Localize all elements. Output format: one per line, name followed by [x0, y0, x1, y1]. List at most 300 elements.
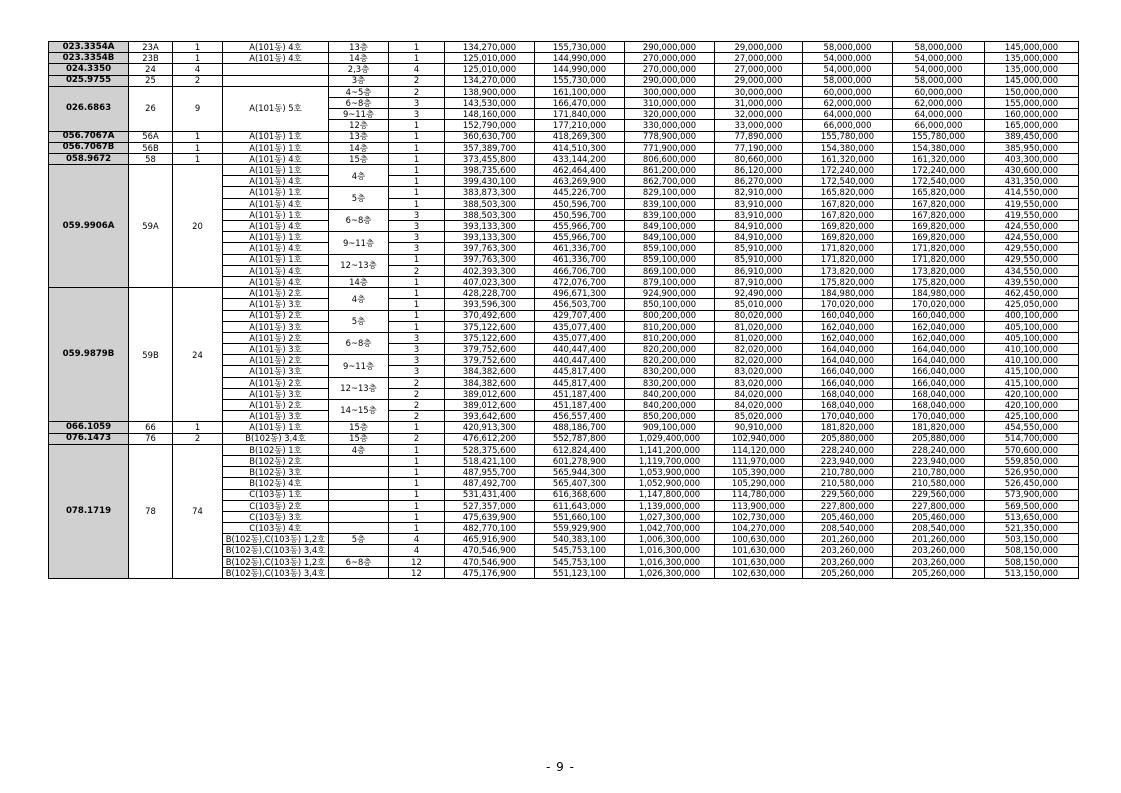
land-price-cell: 148,160,000 — [445, 109, 535, 120]
dong-unit-cell: A(101동) 3호 — [223, 344, 329, 355]
land-price-cell: 402,393,300 — [445, 265, 535, 276]
interim-payment-2-cell: 228,240,000 — [893, 444, 985, 455]
contract-deposit-cell: 84,910,000 — [715, 221, 803, 232]
housing-type-cell: 059.9906A — [49, 165, 129, 288]
contract-deposit-cell: 104,270,000 — [715, 523, 803, 534]
type-code-cell: 25 — [129, 75, 173, 86]
building-price-cell: 601,278,900 — [535, 455, 625, 466]
land-price-cell: 470,546,900 — [445, 545, 535, 556]
contract-deposit-cell: 84,020,000 — [715, 400, 803, 411]
floor-cell: 5층 — [329, 187, 389, 209]
land-price-cell: 475,639,900 — [445, 511, 535, 522]
land-price-cell: 125,010,000 — [445, 64, 535, 75]
dong-unit-cell: C(103동) 2호 — [223, 500, 329, 511]
housing-type-cell: 025.9755 — [49, 75, 129, 86]
household-count-cell: 2 — [389, 265, 445, 276]
floor-cell: 3층 — [329, 75, 389, 86]
balance-cell: 454,550,000 — [985, 422, 1079, 433]
interim-payment-2-cell: 175,820,000 — [893, 276, 985, 287]
contract-deposit-cell: 29,000,000 — [715, 75, 803, 86]
balance-cell: 424,550,000 — [985, 232, 1079, 243]
land-price-cell: 527,357,000 — [445, 500, 535, 511]
building-price-cell: 450,596,700 — [535, 198, 625, 209]
dong-unit-cell: A(101동) 1호 — [223, 209, 329, 220]
housing-type-cell: 078.1719 — [49, 444, 129, 578]
building-price-cell: 166,470,000 — [535, 97, 625, 108]
supply-price-cell: 862,700,000 — [625, 176, 715, 187]
household-count-cell: 1 — [389, 321, 445, 332]
dong-unit-cell: A(101동) 4호 — [223, 221, 329, 232]
floor-cell — [329, 478, 389, 489]
supply-price-cell: 1,147,800,000 — [625, 489, 715, 500]
household-count-cell: 1 — [389, 511, 445, 522]
interim-payment-1-cell: 166,040,000 — [803, 377, 893, 388]
floor-cell: 14층 — [329, 276, 389, 287]
unit-count-cell: 1 — [173, 153, 223, 164]
unit-count-cell: 1 — [173, 42, 223, 53]
dong-unit-cell: B(102동) 3호 — [223, 467, 329, 478]
supply-price-cell: 320,000,000 — [625, 109, 715, 120]
interim-payment-2-cell: 165,820,000 — [893, 187, 985, 198]
dong-unit-cell: A(101동) 1호 — [223, 131, 329, 142]
interim-payment-2-cell: 66,000,000 — [893, 120, 985, 131]
balance-cell: 410,100,000 — [985, 355, 1079, 366]
household-count-cell: 1 — [389, 523, 445, 534]
balance-cell: 419,550,000 — [985, 198, 1079, 209]
interim-payment-1-cell: 168,040,000 — [803, 388, 893, 399]
interim-payment-1-cell: 210,780,000 — [803, 467, 893, 478]
contract-deposit-cell: 81,020,000 — [715, 332, 803, 343]
dong-unit-cell: A(101동) 4호 — [223, 243, 329, 254]
interim-payment-2-cell: 54,000,000 — [893, 64, 985, 75]
contract-deposit-cell: 102,940,000 — [715, 433, 803, 444]
interim-payment-2-cell: 58,000,000 — [893, 75, 985, 86]
household-count-cell: 1 — [389, 153, 445, 164]
household-count-cell: 2 — [389, 377, 445, 388]
interim-payment-1-cell: 155,780,000 — [803, 131, 893, 142]
household-count-cell: 3 — [389, 109, 445, 120]
supply-price-cell: 924,900,000 — [625, 288, 715, 299]
contract-deposit-cell: 27,000,000 — [715, 53, 803, 64]
balance-cell: 145,000,000 — [985, 75, 1079, 86]
interim-payment-1-cell: 170,040,000 — [803, 411, 893, 422]
building-price-cell: 171,840,000 — [535, 109, 625, 120]
interim-payment-2-cell: 64,000,000 — [893, 109, 985, 120]
balance-cell: 405,100,000 — [985, 321, 1079, 332]
contract-deposit-cell: 83,910,000 — [715, 209, 803, 220]
building-price-cell: 552,787,800 — [535, 433, 625, 444]
building-price-cell: 612,824,400 — [535, 444, 625, 455]
interim-payment-2-cell: 58,000,000 — [893, 42, 985, 53]
housing-type-cell: 056.7067B — [49, 142, 129, 153]
floor-cell: 4층 — [329, 165, 389, 187]
balance-cell: 439,550,000 — [985, 276, 1079, 287]
building-price-cell: 440,447,400 — [535, 344, 625, 355]
table-row — [49, 131, 1079, 142]
unit-count-cell: 2 — [173, 433, 223, 444]
supply-price-cell: 840,200,000 — [625, 400, 715, 411]
contract-deposit-cell: 30,000,000 — [715, 86, 803, 97]
supply-price-cell: 310,000,000 — [625, 97, 715, 108]
interim-payment-1-cell: 203,260,000 — [803, 556, 893, 567]
supply-price-cell: 1,119,700,000 — [625, 455, 715, 466]
household-count-cell: 3 — [389, 344, 445, 355]
contract-deposit-cell: 87,910,000 — [715, 276, 803, 287]
supply-price-cell: 1,053,900,000 — [625, 467, 715, 478]
household-count-cell: 12 — [389, 556, 445, 567]
interim-payment-1-cell: 171,820,000 — [803, 243, 893, 254]
dong-unit-cell — [223, 64, 329, 75]
building-price-cell: 445,817,400 — [535, 366, 625, 377]
balance-cell: 429,550,000 — [985, 243, 1079, 254]
contract-deposit-cell: 101,630,000 — [715, 545, 803, 556]
floor-cell: 9~11층 — [329, 232, 389, 254]
dong-unit-cell: A(101동) 1호 — [223, 187, 329, 198]
supply-price-cell: 820,200,000 — [625, 344, 715, 355]
contract-deposit-cell: 31,000,000 — [715, 97, 803, 108]
supply-price-cell: 859,100,000 — [625, 254, 715, 265]
interim-payment-1-cell: 160,040,000 — [803, 310, 893, 321]
interim-payment-2-cell: 169,820,000 — [893, 232, 985, 243]
interim-payment-1-cell: 66,000,000 — [803, 120, 893, 131]
building-price-cell: 155,730,000 — [535, 75, 625, 86]
household-count-cell: 1 — [389, 131, 445, 142]
land-price-cell: 428,228,700 — [445, 288, 535, 299]
contract-deposit-cell: 27,000,000 — [715, 64, 803, 75]
balance-cell: 526,450,000 — [985, 478, 1079, 489]
interim-payment-2-cell: 62,000,000 — [893, 97, 985, 108]
contract-deposit-cell: 77,890,000 — [715, 131, 803, 142]
interim-payment-1-cell: 208,540,000 — [803, 523, 893, 534]
dong-unit-cell: B(102동),C(103동) 3,4호 — [223, 567, 329, 578]
interim-payment-1-cell: 210,580,000 — [803, 478, 893, 489]
contract-deposit-cell: 105,290,000 — [715, 478, 803, 489]
balance-cell: 570,600,000 — [985, 444, 1079, 455]
land-price-cell: 487,492,700 — [445, 478, 535, 489]
building-price-cell: 456,557,400 — [535, 411, 625, 422]
land-price-cell: 476,612,200 — [445, 433, 535, 444]
land-price-cell: 518,421,100 — [445, 455, 535, 466]
interim-payment-2-cell: 164,040,000 — [893, 344, 985, 355]
interim-payment-1-cell: 229,560,000 — [803, 489, 893, 500]
contract-deposit-cell: 82,020,000 — [715, 344, 803, 355]
contract-deposit-cell: 85,020,000 — [715, 411, 803, 422]
housing-type-cell: 058.9672 — [49, 153, 129, 164]
household-count-cell: 1 — [389, 310, 445, 321]
floor-cell: 12층 — [329, 120, 389, 131]
balance-cell: 135,000,000 — [985, 53, 1079, 64]
table-row — [49, 53, 1079, 64]
land-price-cell: 475,176,900 — [445, 567, 535, 578]
supply-price-cell: 909,100,000 — [625, 422, 715, 433]
table-row — [49, 422, 1079, 433]
building-price-cell: 545,753,100 — [535, 556, 625, 567]
interim-payment-1-cell: 164,040,000 — [803, 355, 893, 366]
contract-deposit-cell: 84,020,000 — [715, 388, 803, 399]
household-count-cell: 1 — [389, 288, 445, 299]
floor-cell: 6~8층 — [329, 332, 389, 354]
interim-payment-1-cell: 184,980,000 — [803, 288, 893, 299]
interim-payment-2-cell: 161,320,000 — [893, 153, 985, 164]
balance-cell: 508,150,000 — [985, 556, 1079, 567]
building-price-cell: 466,706,700 — [535, 265, 625, 276]
contract-deposit-cell: 32,000,000 — [715, 109, 803, 120]
dong-unit-cell: B(102동),C(103동) 1,2호 — [223, 534, 329, 545]
balance-cell: 420,100,000 — [985, 388, 1079, 399]
unit-count-cell: 1 — [173, 53, 223, 64]
land-price-cell: 138,900,000 — [445, 86, 535, 97]
unit-count-cell: 24 — [173, 288, 223, 422]
household-count-cell: 3 — [389, 355, 445, 366]
land-price-cell: 487,955,700 — [445, 467, 535, 478]
building-price-cell: 551,660,100 — [535, 511, 625, 522]
supply-price-cell: 839,100,000 — [625, 209, 715, 220]
price-table — [48, 41, 1079, 579]
floor-cell — [329, 523, 389, 534]
land-price-cell: 389,012,600 — [445, 388, 535, 399]
dong-unit-cell: A(101동) 1호 — [223, 142, 329, 153]
interim-payment-2-cell: 166,040,000 — [893, 366, 985, 377]
balance-cell: 526,950,000 — [985, 467, 1079, 478]
balance-cell: 155,000,000 — [985, 97, 1079, 108]
building-price-cell: 456,503,700 — [535, 299, 625, 310]
interim-payment-2-cell: 203,260,000 — [893, 556, 985, 567]
interim-payment-2-cell: 208,540,000 — [893, 523, 985, 534]
balance-cell: 405,100,000 — [985, 332, 1079, 343]
contract-deposit-cell: 84,910,000 — [715, 232, 803, 243]
balance-cell: 521,350,000 — [985, 523, 1079, 534]
dong-unit-cell: A(101동) 2호 — [223, 288, 329, 299]
dong-unit-cell: C(103동) 3호 — [223, 511, 329, 522]
floor-cell: 13층 — [329, 42, 389, 53]
interim-payment-2-cell: 170,040,000 — [893, 411, 985, 422]
interim-payment-1-cell: 54,000,000 — [803, 64, 893, 75]
balance-cell: 414,550,000 — [985, 187, 1079, 198]
balance-cell: 513,650,000 — [985, 511, 1079, 522]
balance-cell: 559,850,000 — [985, 455, 1079, 466]
type-code-cell: 23B — [129, 53, 173, 64]
dong-unit-cell: B(102동) 1호 — [223, 444, 329, 455]
household-count-cell: 2 — [389, 388, 445, 399]
contract-deposit-cell: 83,020,000 — [715, 377, 803, 388]
household-count-cell: 1 — [389, 165, 445, 176]
supply-price-cell: 840,200,000 — [625, 388, 715, 399]
contract-deposit-cell: 114,120,000 — [715, 444, 803, 455]
type-code-cell: 59A — [129, 165, 173, 288]
floor-cell: 12~13층 — [329, 254, 389, 276]
balance-cell: 400,100,000 — [985, 310, 1079, 321]
table-row — [49, 64, 1079, 75]
table-row — [49, 288, 1079, 299]
supply-price-cell: 270,000,000 — [625, 53, 715, 64]
building-price-cell: 450,596,700 — [535, 209, 625, 220]
dong-unit-cell: A(101동) 4호 — [223, 53, 329, 64]
interim-payment-1-cell: 54,000,000 — [803, 53, 893, 64]
table-row — [49, 75, 1079, 86]
interim-payment-2-cell: 54,000,000 — [893, 53, 985, 64]
supply-price-cell: 830,200,000 — [625, 377, 715, 388]
balance-cell: 513,150,000 — [985, 567, 1079, 578]
floor-cell: 4층 — [329, 288, 389, 310]
unit-count-cell: 4 — [173, 64, 223, 75]
type-code-cell: 23A — [129, 42, 173, 53]
balance-cell: 389,450,000 — [985, 131, 1079, 142]
supply-price-cell: 1,016,300,000 — [625, 556, 715, 567]
page-number: - 9 - — [546, 760, 575, 774]
supply-price-cell: 800,200,000 — [625, 310, 715, 321]
contract-deposit-cell: 102,730,000 — [715, 511, 803, 522]
interim-payment-1-cell: 205,260,000 — [803, 567, 893, 578]
interim-payment-1-cell: 173,820,000 — [803, 265, 893, 276]
interim-payment-2-cell: 167,820,000 — [893, 198, 985, 209]
interim-payment-2-cell: 169,820,000 — [893, 221, 985, 232]
contract-deposit-cell: 77,190,000 — [715, 142, 803, 153]
supply-price-cell: 861,200,000 — [625, 165, 715, 176]
floor-cell: 6~8층 — [329, 97, 389, 108]
household-count-cell: 1 — [389, 478, 445, 489]
balance-cell: 514,700,000 — [985, 433, 1079, 444]
building-price-cell: 445,817,400 — [535, 377, 625, 388]
land-price-cell: 393,642,600 — [445, 411, 535, 422]
floor-cell — [329, 511, 389, 522]
supply-price-cell: 879,100,000 — [625, 276, 715, 287]
household-count-cell: 4 — [389, 534, 445, 545]
interim-payment-2-cell: 168,040,000 — [893, 388, 985, 399]
floor-cell: 15층 — [329, 433, 389, 444]
dong-unit-cell: A(101동) 2호 — [223, 355, 329, 366]
contract-deposit-cell: 86,270,000 — [715, 176, 803, 187]
supply-price-cell: 1,139,000,000 — [625, 500, 715, 511]
interim-payment-1-cell: 165,820,000 — [803, 187, 893, 198]
interim-payment-1-cell: 167,820,000 — [803, 209, 893, 220]
interim-payment-2-cell: 210,780,000 — [893, 467, 985, 478]
household-count-cell: 1 — [389, 422, 445, 433]
dong-unit-cell: A(101동) 5호 — [223, 86, 329, 131]
housing-type-cell: 056.7067A — [49, 131, 129, 142]
balance-cell: 165,000,000 — [985, 120, 1079, 131]
table-row — [49, 86, 1079, 97]
interim-payment-1-cell: 205,460,000 — [803, 511, 893, 522]
balance-cell: 569,500,000 — [985, 500, 1079, 511]
household-count-cell: 2 — [389, 75, 445, 86]
price-table-body — [49, 42, 1079, 579]
contract-deposit-cell: 85,910,000 — [715, 243, 803, 254]
household-count-cell: 1 — [389, 467, 445, 478]
balance-cell: 431,350,000 — [985, 176, 1079, 187]
building-price-cell: 472,076,700 — [535, 276, 625, 287]
interim-payment-1-cell: 203,260,000 — [803, 545, 893, 556]
housing-type-cell: 023.3354B — [49, 53, 129, 64]
land-price-cell: 397,763,300 — [445, 243, 535, 254]
type-code-cell: 26 — [129, 86, 173, 131]
contract-deposit-cell: 83,910,000 — [715, 198, 803, 209]
floor-cell: 6~8층 — [329, 209, 389, 231]
dong-unit-cell: B(102동),C(103동) 1,2호 — [223, 556, 329, 567]
housing-type-cell: 024.3350 — [49, 64, 129, 75]
building-price-cell: 451,187,400 — [535, 388, 625, 399]
dong-unit-cell: A(101동) 1호 — [223, 165, 329, 176]
building-price-cell: 616,368,600 — [535, 489, 625, 500]
interim-payment-2-cell: 170,020,000 — [893, 299, 985, 310]
interim-payment-1-cell: 166,040,000 — [803, 366, 893, 377]
building-price-cell: 461,336,700 — [535, 243, 625, 254]
supply-price-cell: 829,100,000 — [625, 187, 715, 198]
balance-cell: 503,150,000 — [985, 534, 1079, 545]
household-count-cell: 2 — [389, 400, 445, 411]
table-row — [49, 42, 1079, 53]
land-price-cell: 370,492,600 — [445, 310, 535, 321]
household-count-cell: 1 — [389, 299, 445, 310]
unit-count-cell: 9 — [173, 86, 223, 131]
floor-cell: 9~11층 — [329, 355, 389, 377]
unit-count-cell: 1 — [173, 422, 223, 433]
interim-payment-1-cell: 181,820,000 — [803, 422, 893, 433]
type-code-cell: 66 — [129, 422, 173, 433]
supply-price-cell: 330,000,000 — [625, 120, 715, 131]
balance-cell: 145,000,000 — [985, 42, 1079, 53]
supply-price-cell: 1,029,400,000 — [625, 433, 715, 444]
dong-unit-cell: A(101동) 3호 — [223, 321, 329, 332]
supply-price-cell: 806,600,000 — [625, 153, 715, 164]
contract-deposit-cell: 29,000,000 — [715, 42, 803, 53]
building-price-cell: 445,226,700 — [535, 187, 625, 198]
unit-count-cell: 1 — [173, 131, 223, 142]
interim-payment-2-cell: 172,540,000 — [893, 176, 985, 187]
land-price-cell: 143,530,000 — [445, 97, 535, 108]
building-price-cell: 144,990,000 — [535, 53, 625, 64]
interim-payment-2-cell: 171,820,000 — [893, 243, 985, 254]
unit-count-cell: 20 — [173, 165, 223, 288]
dong-unit-cell — [223, 75, 329, 86]
interim-payment-2-cell: 155,780,000 — [893, 131, 985, 142]
building-price-cell: 551,123,100 — [535, 567, 625, 578]
dong-unit-cell: A(101동) 3호 — [223, 411, 329, 422]
household-count-cell: 2 — [389, 411, 445, 422]
dong-unit-cell: A(101동) 4호 — [223, 176, 329, 187]
floor-cell — [329, 455, 389, 466]
supply-price-cell: 1,042,700,000 — [625, 523, 715, 534]
supply-price-cell: 1,027,300,000 — [625, 511, 715, 522]
interim-payment-2-cell: 205,880,000 — [893, 433, 985, 444]
type-code-cell: 78 — [129, 444, 173, 578]
interim-payment-2-cell: 229,560,000 — [893, 489, 985, 500]
housing-type-cell: 076.1473 — [49, 433, 129, 444]
interim-payment-2-cell: 227,800,000 — [893, 500, 985, 511]
interim-payment-2-cell: 171,820,000 — [893, 254, 985, 265]
building-price-cell: 418,269,300 — [535, 131, 625, 142]
interim-payment-2-cell: 164,040,000 — [893, 355, 985, 366]
supply-price-cell: 290,000,000 — [625, 42, 715, 53]
contract-deposit-cell: 85,910,000 — [715, 254, 803, 265]
table-row — [49, 433, 1079, 444]
contract-deposit-cell: 86,120,000 — [715, 165, 803, 176]
supply-price-cell: 830,200,000 — [625, 366, 715, 377]
land-price-cell: 379,752,600 — [445, 344, 535, 355]
floor-cell: 2,3층 — [329, 64, 389, 75]
building-price-cell: 440,447,400 — [535, 355, 625, 366]
household-count-cell: 1 — [389, 276, 445, 287]
building-price-cell: 435,077,400 — [535, 321, 625, 332]
table-row — [49, 165, 1079, 176]
supply-price-cell: 849,100,000 — [625, 221, 715, 232]
interim-payment-1-cell: 205,880,000 — [803, 433, 893, 444]
type-code-cell: 56A — [129, 131, 173, 142]
floor-cell: 4층 — [329, 444, 389, 455]
land-price-cell: 528,375,600 — [445, 444, 535, 455]
table-row — [49, 142, 1079, 153]
household-count-cell: 3 — [389, 232, 445, 243]
interim-payment-1-cell: 154,380,000 — [803, 142, 893, 153]
